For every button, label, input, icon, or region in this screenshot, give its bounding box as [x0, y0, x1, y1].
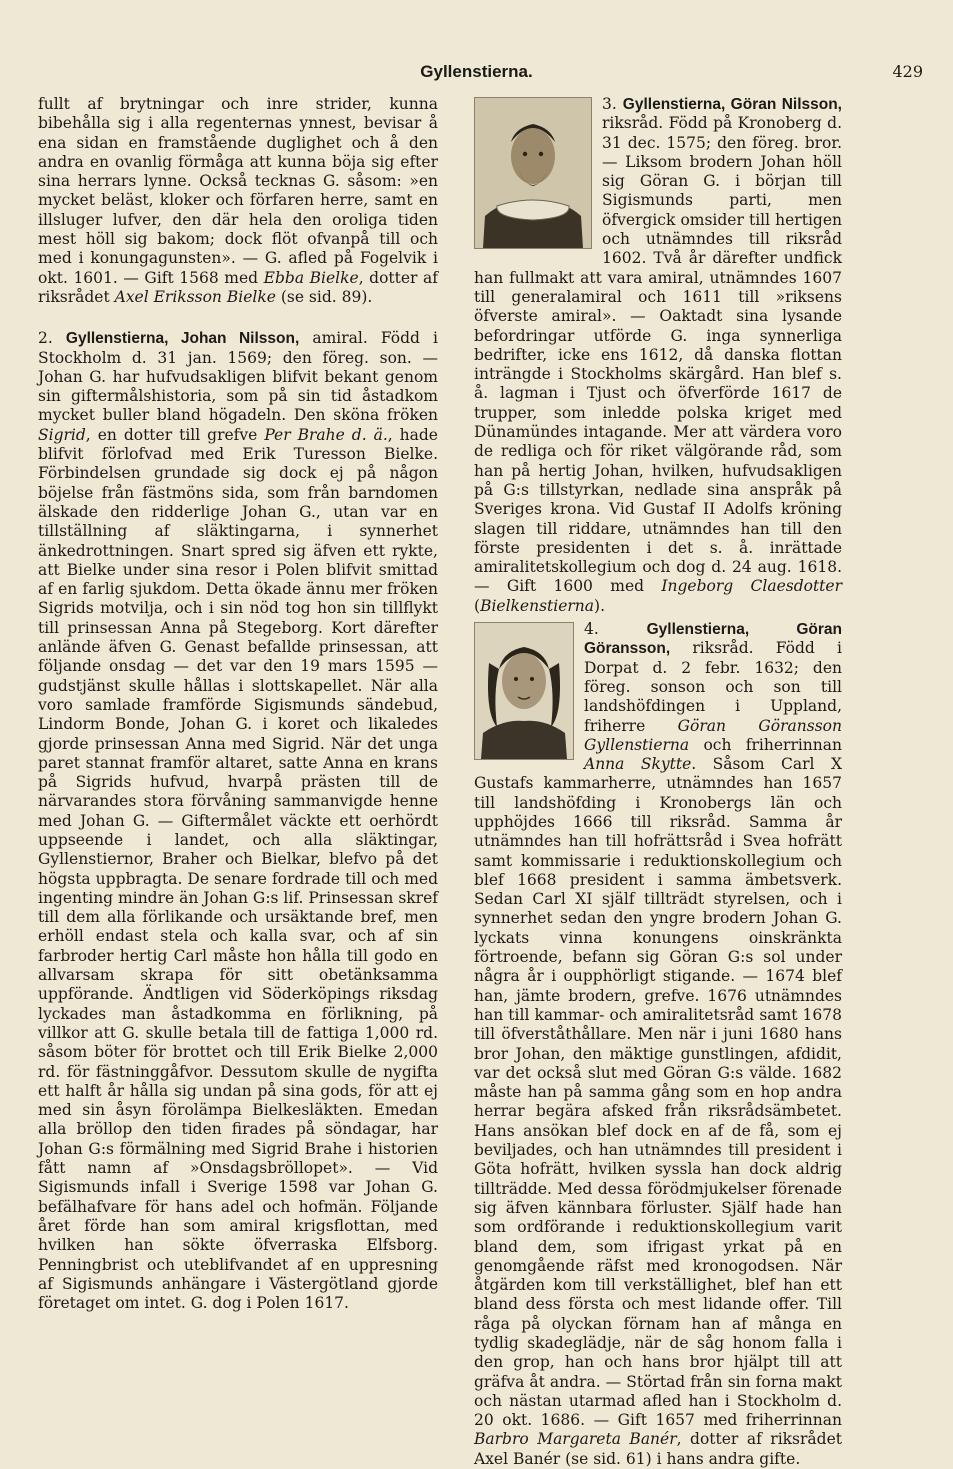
entry-heading: Gyllenstierna, Göran Nilsson,: [622, 96, 842, 113]
page-header: [30, 62, 923, 86]
entry-text-1: riksråd. Född i Dorpat d. 2 febr. 1632; den föreg. sonson och son till landshöfdingen i Uppland, friherre: [584, 639, 842, 735]
entry-text-1: riksråd. Född på Kronoberg d. 31 dec. 1575; den föreg. bror. — Liksom brodern Johan höll sig Göran G. i början till Sigismunds parti, men öfvergick omsider till hertigen och utnämndes till riksråd 1602. Två år därefter undfick han fullmakt att vara amiral, utnämndes 1607 till generalamiral och 1611 till »riksens öfverste amiral». — Oaktadt sina lysande befordringar utförde G. inga synnerliga bedrifter, icke ens 1612, då danska flottan inträngde i Stockholms skärgård. Han blef s. å. lagman i Tjust och öfverförde 1617 de trupper, som inledde polska kriget med Dünamündes intagande. Mer att värdera voro de redliga och för riket välgörande råd, som han på hertig Johan, hvilken, hufvudsakligen på G:s tillstyrkan, nedlade sina anspråk på Sveriges krona. Vid Gustaf II Adolfs kröning slagen till riddare, utnämndes han till den förste presidenten i det s. å. inrättade amiralitetskollegium och dog d. 24 aug. 1618. — Gift 1600 med: [474, 114, 842, 596]
entry-heading: Gyllenstierna, Göran Göransson,: [584, 621, 842, 658]
entry-text-2: , en dotter till grefve: [85, 425, 265, 444]
left-column: [38, 95, 438, 1313]
running-title: Gyllenstierna.: [420, 62, 533, 81]
entry-text-2: (: [474, 596, 481, 615]
father-name: Göran Göransson Gyllenstierna: [584, 716, 842, 754]
page-number: 429: [892, 62, 923, 81]
entry-text-1: amiral. Född i Stockholm d. 31 jan. 1569; den föreg. son. — Johan G. har hufvudsakligen blifvit bekant genom sin giftermålshistoria, som på sin tid åstadkom mycket buller bland högadeln. Den sköna fröken: [38, 329, 438, 425]
mother-name: Anna Skytte: [584, 755, 692, 774]
portrait-goran-goransson: [474, 622, 574, 760]
name-per-brahe: Per Brahe d. ä.: [264, 425, 388, 444]
portrait-goran-nilsson: [474, 97, 592, 249]
entry-johan-nilsson: [38, 329, 438, 1313]
entry-text-2: och friherrinnan: [689, 735, 842, 754]
continued-text-2: , dotter af riksrådet: [38, 268, 439, 306]
entry-number: 3.: [602, 95, 617, 113]
father-name: Axel Eriksson Bielke: [114, 287, 276, 306]
entry-text-3: . Såsom Carl X Gustafs kammarherre, utnämndes han 1657 till landshöfding i Kronobergs län och upphöjdes 1666 till riksråd. Samma år utnämndes han till hofrättsråd i Svea hofrätt samt kommissarie i reduktionskollegium och blef 1668 president i samma ämbetsverk. Sedan Carl XI själf tillträdt styrelsen, och i synnerhet sedan den yngre brodern Johan G. lyckats vinna konungens oinskränkta förtroende, befann sig Göran G:s sol under några år i oupphörligt stigande. — 1674 blef han, jämte brodern, grefve. 1676 utnämndes han till kammar- och amiralitetsråd samt 1678 till öfverståthållare. Men när i juni 1680 hans bror Johan, den mäktige gunstlingen, afdidit, var det också slut med Göran G:s välde. 1682 måste han på samma gång som en hop andra herrar begära afsked från riksrådsämbetet. Hans ansökan blef dock en af de få, som ej beviljades, och han utnämndes till president i Göta hofrätt, hvilken syssla han dock aldrig tillträdde. Med dessa förödmjukelser förenade sig äfven kännbara förluster. Själf hade han som ordförande i reduktionskollegium varit bland dem, som ifrigast yrkat på en genomgående räfst med kronogodsen. När åtgärden kom till verkställighet, blef han ett bland dess första och mest lidande offer. Till råga på olyckan förnam han af många en tydlig skadeglädje, när de såg honom falla i den grop, han och hans bror hjälpt till att gräfva åt andra. — Störtad från sin forna makt och nästan utarmad afled han i Stockholm d. 20 okt. 1686. — Gift 1657 med friherrinnan: [474, 755, 842, 1430]
right-column: [474, 95, 842, 1469]
portrait-image-1: [475, 98, 591, 248]
continued-text-1: fullt af brytningar och inre strider, kunna bibehålla sig i alla regenternas ynnest, bevisar å ena sidan en framstående duglighet och å den andra en ovanlig förmåga att kunna böja sig efter sina herrars lynne. Också tecknas G. såsom: »en mycket beläst, kloker och förfaren herre, samt en illsluger lufver, den där hela den oroliga tiden mest höll sig bakom; dock flöt ofvanpå till och med i konungagunsten». — G. afled på Fogelvik i okt. 1601. — Gift 1568 med: [38, 95, 438, 287]
entry-text-4: , dotter af riksrådet Axel Banér (se sid. 61) i hans andra gifte.: [474, 1430, 842, 1468]
entry-heading: Gyllenstierna, Johan Nilsson,: [65, 330, 300, 348]
entry-text-3: ).: [594, 596, 606, 615]
spouse-family: Bielkenstierna: [480, 596, 595, 615]
spouse-name: Ebba Bielke: [263, 268, 359, 287]
name-sigrid: Sigrid: [38, 425, 86, 444]
entry-number: 4.: [584, 620, 599, 639]
continued-entry-text: [38, 95, 438, 307]
portrait-image-2: [475, 623, 573, 759]
entry-goran-goransson: [474, 620, 842, 1469]
entry-goran-nilsson: [474, 95, 842, 616]
entry-number: 2.: [38, 329, 53, 348]
spouse-name: Barbro Margareta Banér: [474, 1430, 677, 1449]
entry-text-3: , hade blifvit förlofvad med Erik Turesson Bielke. Förbindelsen grundade sig dock ej på någon böjelse från fästmöns sida, som från barndomen älskade den ridderlige Johan G., utan var en tillställning af släktingarna, i synnerhet änkedrottningen. Snart spred sig äfven ett rykte, att Bielke under sina resor i Polen blifvit smittad af en farlig sjukdom. Detta ökade ännu mer fröken Sigrids motvilja, och i sin nöd tog hon sin tillflykt till prinsessan Anna på Stegeborg. Kort därefter anlände äfven G. Genast befallde prinsessan, att följande onsdag — det var den 19 mars 1595 — gudstjänst skulle hållas i slottskapellet. När alla voro samlade framförde Sigismunds sändebud, Lindorm Bonde, Johan G. i koret och likaledes gjorde prinsessan Anna med Sigrid. När det unga paret stannat framför altaret, satte Anna en krans på Sigrids hufvud, hvarpå prästen till de närvarandes stora förvåning sammanvigde henne med Johan G. — Giftermålet väckte ett oerhördt uppseende i landet, och alla släktingar, Gyllenstiernor, Braher och Bielkar, blefvo på det högsta uppbragta. De senare fordrade till och med ingenting mindre än Johan G:s lif. Prinsessan skref till dem alla förlikande och ursäktande bref, men erhöll endast stela och kalla svar, och af sin farbroder hertig Carl måste hon hålla till godo en allvarsam skrapa för sitt obetänksamma uppförande. Ändtligen vid Söderköpings riksdag lyckades man åstadkomma en förlikning, på villkor att G. skulle betala till de fattiga 1,000 rd. såsom böter för brottet och till Erik Bielke 2,000 rd. för fästninggåfvor. Dessutom skulle de nygifta ett halft år hålla sig undan på sina gods, för att ej med sin åsyn förolämpa Bielkesläkten. Emedan alla bröllop den tiden firades på söndagar, har Johan G:s förmälning med Sigrid Brahe i historien fått namn af »Onsdagsbröllopet». — Vid Sigismunds infall i Sverige 1598 var Johan G. befälhafvare för hans adel och hofmän. Följande året förde han som amiral krigsflottan, med hvilken han sökte öfverraska Elfsborg. Penningbrist och uteblifvandet af en uppresning af Sigismunds anhängare i Västergötland gjorde företaget om intet. G. dog i Polen 1617.: [38, 425, 439, 1313]
spouse-name: Ingeborg Claesdotter: [661, 577, 842, 596]
continued-text-3: (se sid. 89).: [275, 287, 373, 306]
